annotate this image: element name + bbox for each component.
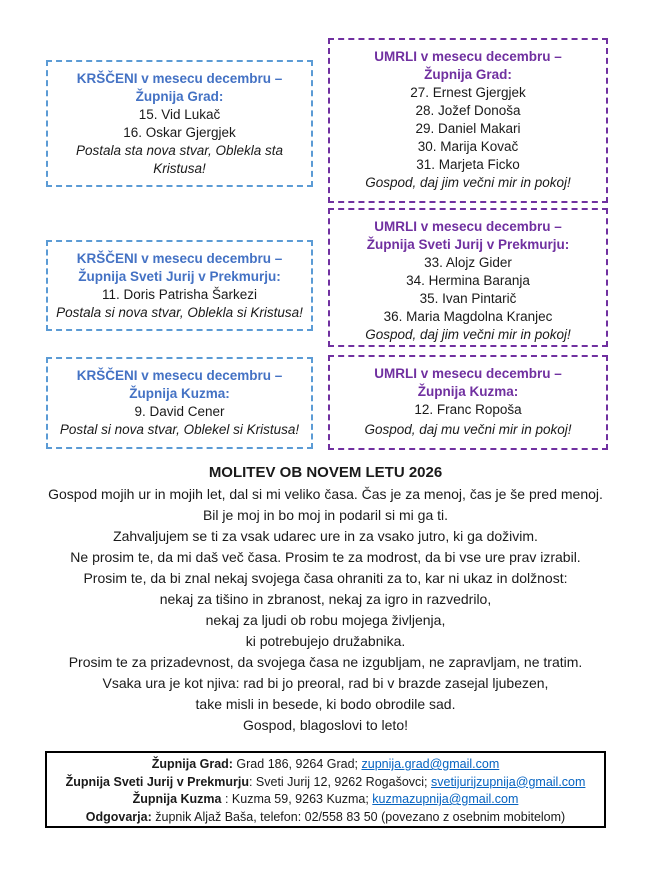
prayer-line: nekaj za tišino in zbranost, nekaj za igro in razvedrilo, <box>159 591 492 607</box>
prayer-line: Prosim te za prizadevnost, da svojega časa ne izgubljam, ne zapravljam, ne tratim. <box>68 654 583 670</box>
name-entry: 35. Ivan Pintarič <box>419 291 517 306</box>
contact-line-kuzma <box>47 791 604 809</box>
box-header <box>336 365 600 401</box>
box-header-line2: Župnija Grad: <box>424 67 512 82</box>
box-motto: Gospod, daj mu večni mir in pokoj! <box>364 422 572 437</box>
box-header-line2: Župnija Kuzma: <box>417 384 519 399</box>
box-umrli-kuzma <box>328 355 608 450</box>
parish-address: : Kuzma 59, 9263 Kuzma; <box>221 792 373 806</box>
box-motto: Gospod, daj jim večni mir in pokoj! <box>365 175 571 190</box>
box-motto: Postal si nova stvar, Oblekel si Kristusa! <box>59 422 300 437</box>
prayer-line: take misli in besede, ki bodo obrodile sad. <box>195 696 456 712</box>
box-header <box>54 70 305 106</box>
parish-name-label: Župnija Sveti Jurij v Prekmurju <box>65 774 249 789</box>
name-entry: 28. Jožef Donoša <box>415 103 521 118</box>
box-umrli-grad <box>328 38 608 203</box>
prayer-line: nekaj za ljudi ob robu mojega življenja, <box>205 612 446 628</box>
box-krsceni-kuzma <box>46 357 313 449</box>
name-entry: 16. Oskar Gjergjek <box>123 125 236 140</box>
name-entry: 27. Ernest Gjergjek <box>410 85 526 100</box>
name-list <box>336 254 600 326</box>
name-list <box>54 106 305 142</box>
box-header <box>336 48 600 84</box>
name-list <box>54 403 305 421</box>
name-list <box>336 401 600 419</box>
box-header-line1: KRŠČENI v mesecu decembru – <box>76 71 283 86</box>
name-entry: 12. Franc Ropoša <box>414 402 522 417</box>
box-header-line2: Župnija Sveti Jurij v Prekmurju: <box>366 237 570 252</box>
name-list <box>336 84 600 174</box>
box-header-line1: UMRLI v mesecu decembru – <box>374 49 562 64</box>
prayer-title: MOLITEV OB NOVEM LETU 2026 <box>208 464 443 481</box>
box-header-line1: UMRLI v mesecu decembru – <box>374 366 562 381</box>
name-entry: 34. Hermina Baranja <box>406 273 530 288</box>
contact-line-priest <box>47 809 604 827</box>
prayer-line: Zahvaljujem se ti za vsak udarec ure in za vsako jutro, ki ga doživim. <box>113 528 538 544</box>
name-entry: 33. Alojz Gider <box>424 255 512 270</box>
prayer-line: Gospod mojih ur in mojih let, dal si mi veliko časa. Čas je za menoj, čas je še pred menoj. <box>48 486 603 502</box>
parish-address: Grad 186, 9264 Grad; <box>232 757 362 771</box>
prayer-line: Gospod, blagoslovi to leto! <box>243 717 408 733</box>
box-header-line2: Župnija Grad: <box>135 89 224 104</box>
box-motto: Postala sta nova stvar, Oblekla sta Kristusa! <box>75 143 284 176</box>
box-header-line2: Župnija Kuzma: <box>129 386 230 401</box>
email-link-jurij[interactable]: svetijurijzupnija@gmail.com <box>431 774 586 789</box>
name-list <box>54 286 305 304</box>
name-entry: 9. David Cener <box>134 404 225 419</box>
box-header-line1: KRŠČENI v mesecu decembru – <box>76 251 283 266</box>
responsible-label: Odgovarja: <box>85 809 152 824</box>
email-link-kuzma[interactable]: kuzmazupnija@gmail.com <box>372 792 519 806</box>
prayer-line: Vsaka ura je kot njiva: rad bi jo preoral, rad bi v brazde zasejal ljubezen, <box>102 675 549 691</box>
name-entry: 15. Vid Lukač <box>138 107 221 122</box>
prayer-line: Prosim te, da bi znal nekaj svojega časa ohraniti za to, kar ni ukaz in dolžnost: <box>83 570 568 586</box>
responsible-info: župnik Aljaž Baša, telefon: 02/558 83 50 (povezano z osebnim mobitelom) <box>151 809 566 824</box>
box-krsceni-jurij <box>46 240 313 331</box>
name-entry: 36. Maria Magdolna Kranjec <box>383 309 553 324</box>
name-entry: 31. Marjeta Ficko <box>416 157 520 172</box>
box-motto: Gospod, daj jim večni mir in pokoj! <box>365 327 571 342</box>
email-link-grad[interactable]: zupnija.grad@gmail.com <box>361 757 500 771</box>
prayer-line: ki potrebujejo družabnika. <box>245 633 406 649</box>
parish-name-label: Župnija Kuzma <box>132 792 222 806</box>
parish-address: : Sveti Jurij 12, 9262 Rogašovci; <box>248 774 431 789</box>
prayer-line: Bil je moj in bo moj in podaril si mi ga ti. <box>202 507 449 523</box>
prayer-section <box>20 462 631 736</box>
contact-line-jurij <box>47 774 604 792</box>
contact-box <box>45 751 606 828</box>
box-umrli-jurij <box>328 208 608 347</box>
box-header-line1: UMRLI v mesecu decembru – <box>374 219 562 234</box>
box-header <box>336 218 600 254</box>
box-header-line1: KRŠČENI v mesecu decembru – <box>76 368 283 383</box>
box-header-line2: Župnija Sveti Jurij v Prekmurju: <box>78 269 281 284</box>
box-header <box>54 367 305 403</box>
box-motto: Postala si nova stvar, Oblekla si Kristusa! <box>56 305 303 320</box>
box-krsceni-grad <box>46 60 313 187</box>
contact-line-grad <box>47 756 604 774</box>
parish-name-label: Župnija Grad: <box>151 757 233 771</box>
name-entry: 30. Marija Kovač <box>417 139 519 154</box>
prayer-line: Ne prosim te, da mi daš več časa. Prosim te za modrost, da bi vse ure prav izrabil. <box>70 549 581 565</box>
box-header <box>54 250 305 286</box>
name-entry: 11. Doris Patrisha Šarkezi <box>101 287 258 302</box>
name-entry: 29. Daniel Makari <box>415 121 521 136</box>
